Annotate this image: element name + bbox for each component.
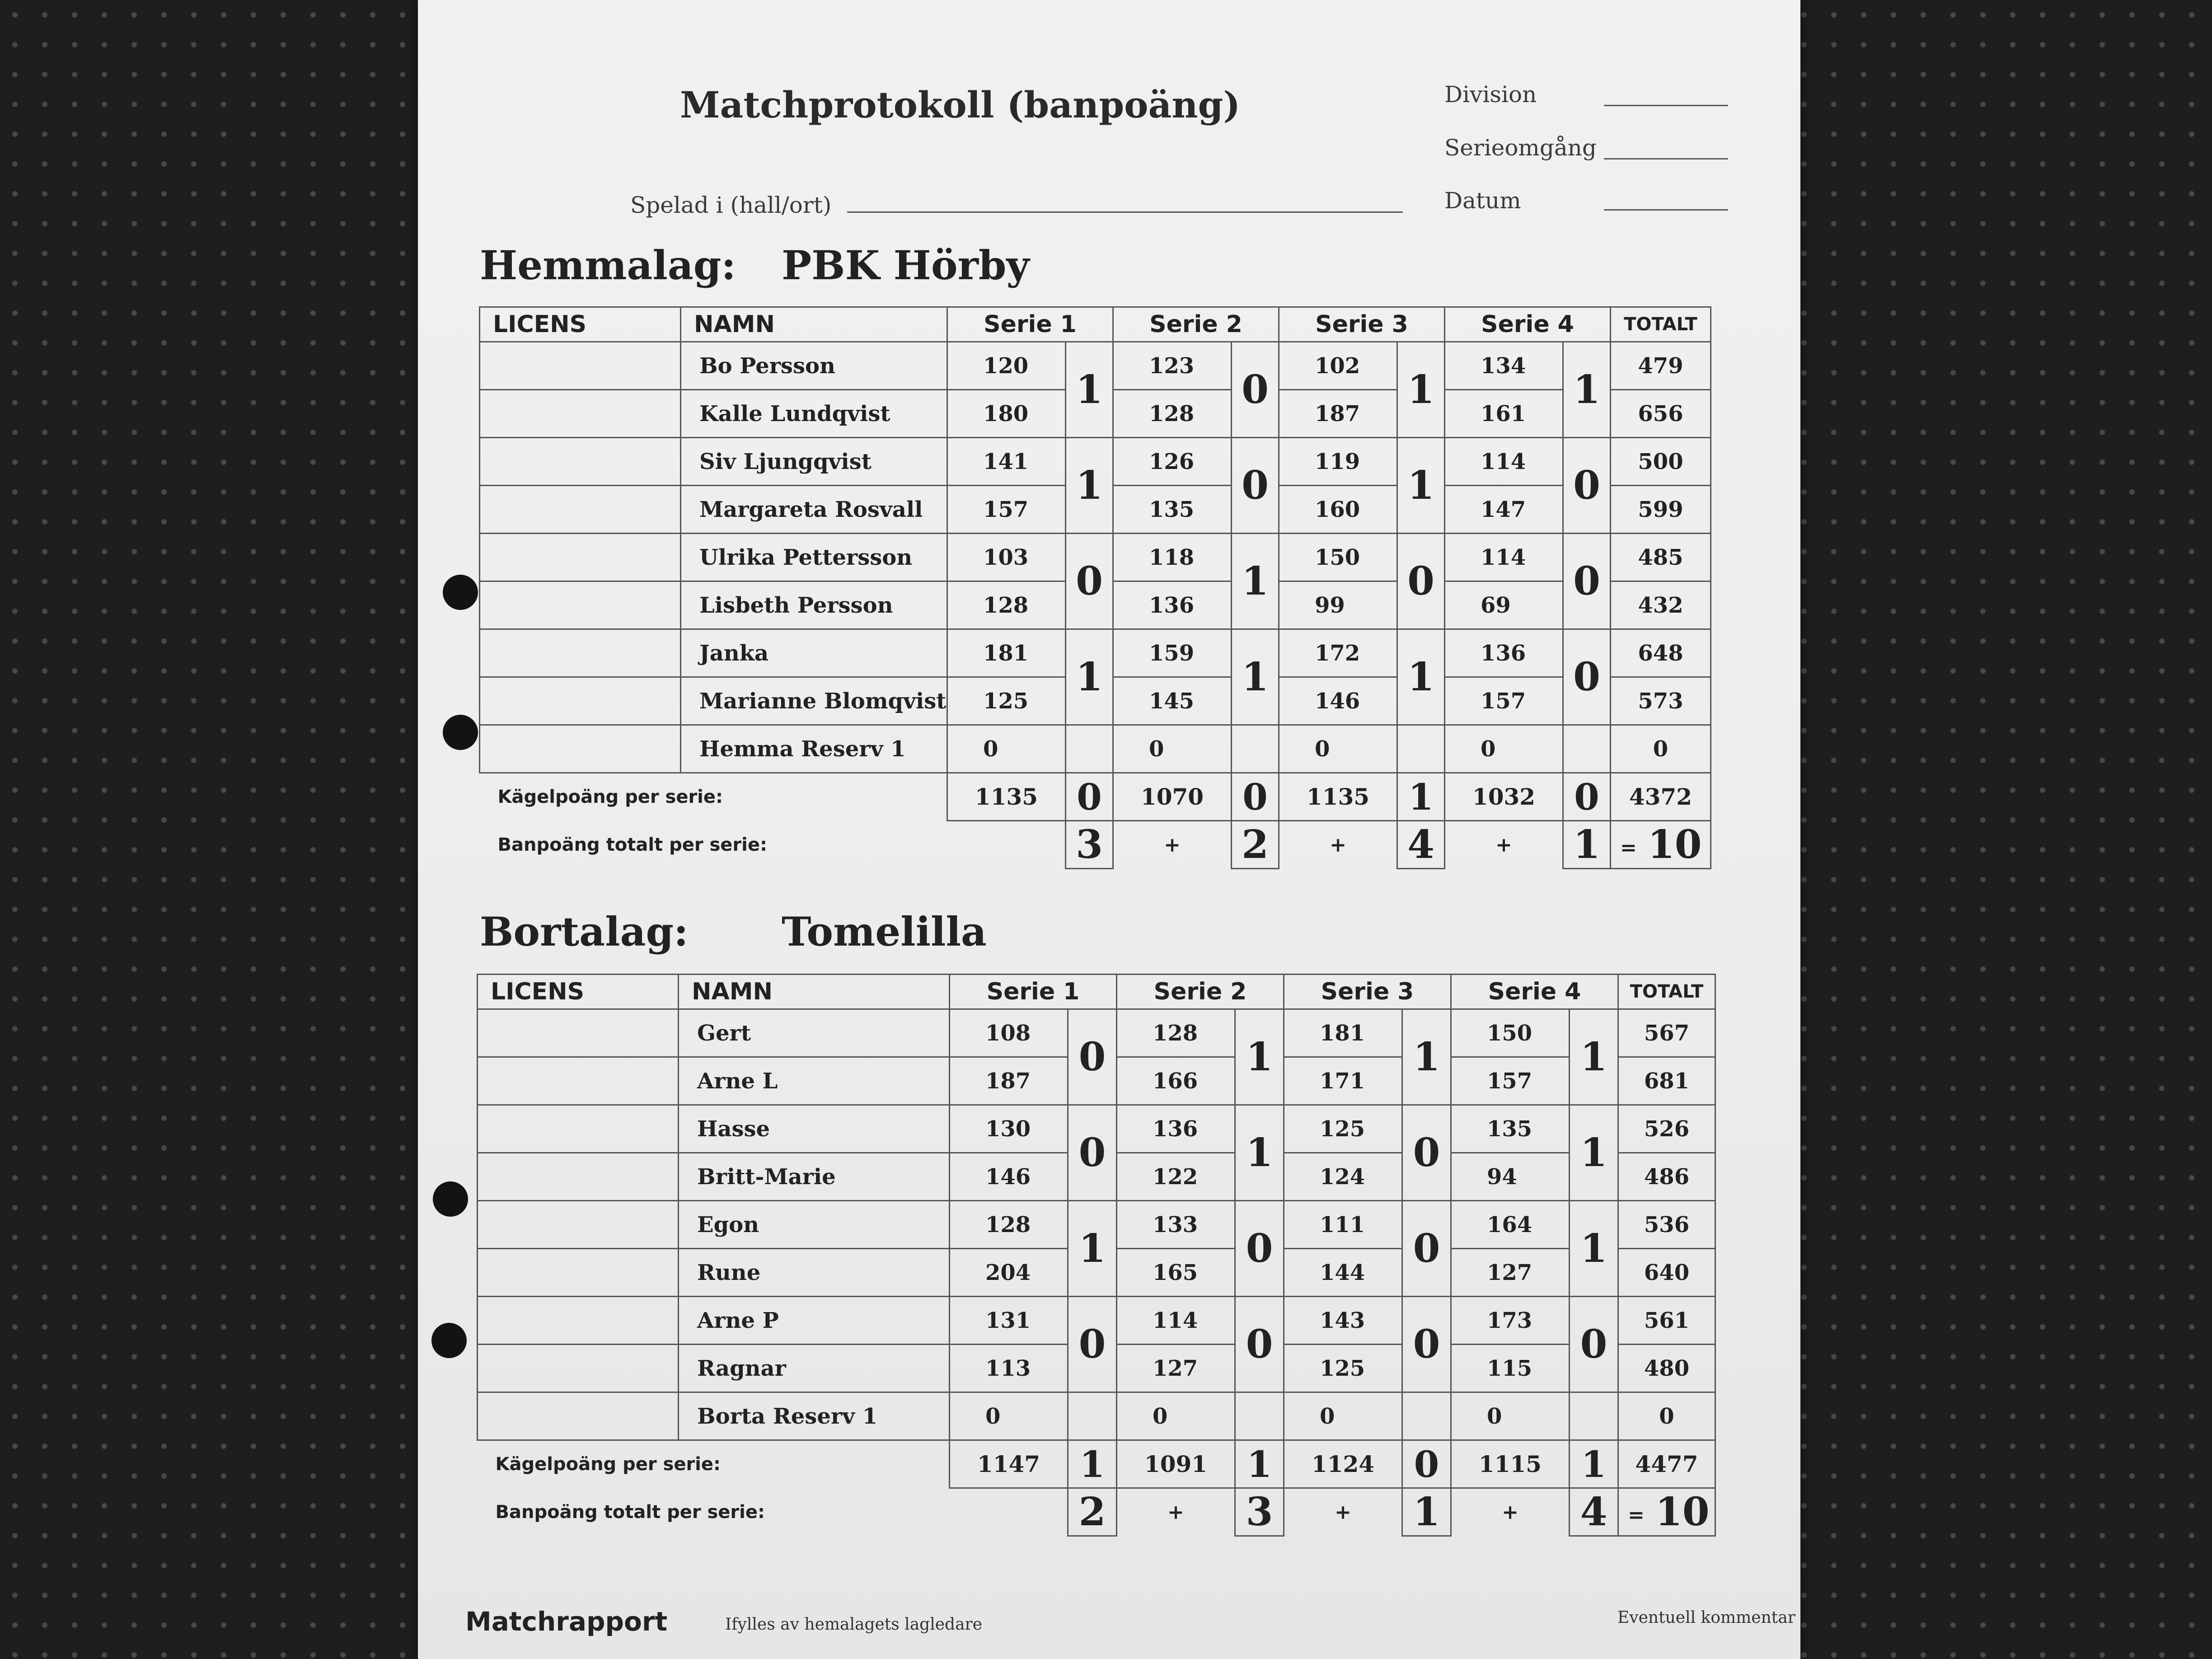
kagel-point: 0 xyxy=(1232,773,1279,821)
kagel-sum: 1070 xyxy=(1113,773,1232,821)
player-total: 485 xyxy=(1611,534,1711,581)
player-name: Egon xyxy=(679,1201,950,1249)
division-label: Division xyxy=(1444,81,1537,108)
kagel-point: 0 xyxy=(1066,773,1113,821)
series-score: 145 xyxy=(1113,677,1232,725)
plus-sign: + xyxy=(1335,1500,1351,1524)
player-total: 479 xyxy=(1611,342,1711,390)
ban-row xyxy=(480,821,1711,869)
player-total: 681 xyxy=(1618,1057,1715,1105)
punch-hole xyxy=(431,1323,467,1358)
series-score: 150 xyxy=(1451,1009,1570,1057)
series-score: 157 xyxy=(1445,677,1563,725)
player-total: 0 xyxy=(1618,1392,1715,1440)
series-score: 111 xyxy=(1284,1201,1402,1249)
kagel-row xyxy=(480,773,1711,821)
kagel-sum: 1115 xyxy=(1451,1440,1570,1488)
empty-cell xyxy=(1397,725,1445,773)
series-score: 0 xyxy=(1451,1392,1570,1440)
licens-cell[interactable] xyxy=(480,677,681,725)
away-team-label: Bortalag: xyxy=(480,908,689,955)
header-row xyxy=(478,975,1715,1009)
player-row xyxy=(480,725,1711,773)
ban-label: Banpoäng totalt per serie: xyxy=(495,1501,765,1523)
licens-cell[interactable] xyxy=(480,438,681,486)
pair-point: 1 xyxy=(1068,1201,1117,1297)
pair-point: 1 xyxy=(1397,342,1445,438)
pair-point: 0 xyxy=(1232,438,1279,534)
licens-cell[interactable] xyxy=(478,1105,679,1153)
licens-cell[interactable] xyxy=(480,629,681,677)
player-name: Hemma Reserv 1 xyxy=(681,725,947,773)
pair-point: 0 xyxy=(1397,534,1445,629)
blank-cell xyxy=(947,821,1066,869)
series-score: 125 xyxy=(947,677,1066,725)
player-row xyxy=(478,1201,1715,1249)
series-score: 136 xyxy=(1113,581,1232,629)
player-row xyxy=(480,438,1711,486)
serie1-header: Serie 1 xyxy=(950,975,1117,1009)
licens-header: LICENS xyxy=(478,975,679,1009)
pair-point: 1 xyxy=(1570,1105,1618,1201)
series-score: 187 xyxy=(950,1057,1068,1105)
pair-point: 0 xyxy=(1068,1105,1117,1201)
equals-sign: = xyxy=(1620,836,1637,859)
series-score: 0 xyxy=(1279,725,1397,773)
kagel-total: 4372 xyxy=(1611,773,1711,821)
licens-cell[interactable] xyxy=(480,390,681,438)
series-score: 147 xyxy=(1445,486,1563,534)
licens-cell[interactable] xyxy=(480,725,681,773)
player-total: 500 xyxy=(1611,438,1711,486)
player-row xyxy=(478,1392,1715,1440)
form-title: Matchprotokoll (banpoäng) xyxy=(680,84,1241,126)
series-score: 123 xyxy=(1113,342,1232,390)
pair-point: 0 xyxy=(1232,342,1279,438)
series-score: 159 xyxy=(1113,629,1232,677)
away-team-name: Tomelilla xyxy=(782,908,987,955)
licens-cell[interactable] xyxy=(480,342,681,390)
series-score: 99 xyxy=(1279,581,1397,629)
series-score: 181 xyxy=(1284,1009,1402,1057)
empty-cell xyxy=(1232,725,1279,773)
licens-cell[interactable] xyxy=(478,1153,679,1201)
licens-cell[interactable] xyxy=(478,1392,679,1440)
series-score: 127 xyxy=(1451,1249,1570,1297)
player-name: Siv Ljungqvist xyxy=(681,438,947,486)
name-header: NAMN xyxy=(681,307,947,342)
player-total: 480 xyxy=(1618,1345,1715,1392)
player-total: 536 xyxy=(1618,1201,1715,1249)
plus-sign: + xyxy=(1167,1500,1184,1524)
licens-cell[interactable] xyxy=(478,1057,679,1105)
player-name: Gert xyxy=(679,1009,950,1057)
series-score: 0 xyxy=(950,1392,1068,1440)
home-team-name: PBK Hörby xyxy=(782,242,1030,289)
kagel-sum: 1091 xyxy=(1117,1440,1235,1488)
empty-cell xyxy=(1563,725,1611,773)
empty-cell xyxy=(1402,1392,1451,1440)
series-score: 131 xyxy=(950,1297,1068,1345)
player-total: 0 xyxy=(1611,725,1711,773)
pair-point: 1 xyxy=(1397,629,1445,725)
series-score: 113 xyxy=(950,1345,1068,1392)
plus-sign: + xyxy=(1330,833,1346,857)
pair-point: 1 xyxy=(1402,1009,1451,1105)
player-total: 599 xyxy=(1611,486,1711,534)
filled-by-note: Ifylles av hemalagets lagledare xyxy=(725,1615,983,1634)
player-name: Lisbeth Persson xyxy=(681,581,947,629)
series-score: 135 xyxy=(1451,1105,1570,1153)
player-name: Janka xyxy=(681,629,947,677)
pair-point: 0 xyxy=(1402,1105,1451,1201)
round-line xyxy=(1604,158,1728,159)
pair-point: 0 xyxy=(1235,1297,1284,1392)
date-label: Datum xyxy=(1444,187,1521,214)
series-score: 127 xyxy=(1117,1345,1235,1392)
series-score: 122 xyxy=(1117,1153,1235,1201)
header-row xyxy=(480,307,1711,342)
kagel-point: 1 xyxy=(1068,1440,1117,1488)
ban-total-cell xyxy=(1618,1488,1715,1536)
empty-cell xyxy=(1235,1392,1284,1440)
series-score: 165 xyxy=(1117,1249,1235,1297)
player-row xyxy=(480,629,1711,677)
licens-cell[interactable] xyxy=(478,1297,679,1345)
series-score: 181 xyxy=(947,629,1066,677)
pair-point: 1 xyxy=(1235,1009,1284,1105)
pair-point: 0 xyxy=(1235,1201,1284,1297)
series-score: 134 xyxy=(1445,342,1563,390)
ban-point: 3 xyxy=(1066,821,1113,869)
serie4-header: Serie 4 xyxy=(1445,307,1611,342)
plus-sign: + xyxy=(1164,833,1181,857)
series-score: 135 xyxy=(1113,486,1232,534)
punch-hole xyxy=(443,575,478,610)
licens-cell[interactable] xyxy=(478,1249,679,1297)
player-total: 640 xyxy=(1618,1249,1715,1297)
played-label: Spelad i (hall/ort) xyxy=(630,192,832,218)
series-score: 187 xyxy=(1279,390,1397,438)
series-score: 133 xyxy=(1117,1201,1235,1249)
player-row xyxy=(480,342,1711,390)
empty-cell xyxy=(1068,1392,1117,1440)
pair-point: 1 xyxy=(1397,438,1445,534)
player-name: Marianne Blomqvist xyxy=(681,677,947,725)
played-line xyxy=(847,211,1403,213)
pair-point: 0 xyxy=(1068,1297,1117,1392)
ban-point: 3 xyxy=(1235,1488,1284,1536)
serie2-header: Serie 2 xyxy=(1113,307,1279,342)
kagel-point: 1 xyxy=(1235,1440,1284,1488)
kagel-sum: 1032 xyxy=(1445,773,1563,821)
ban-row xyxy=(478,1488,1715,1536)
series-score: 0 xyxy=(1445,725,1563,773)
ban-point: 1 xyxy=(1402,1488,1451,1536)
ban-point: 1 xyxy=(1563,821,1611,869)
home-score-table xyxy=(479,306,1711,869)
protocol-sheet xyxy=(418,0,1800,1659)
pair-point: 1 xyxy=(1232,534,1279,629)
series-score: 128 xyxy=(950,1201,1068,1249)
player-total: 432 xyxy=(1611,581,1711,629)
ban-total-cell xyxy=(1611,821,1711,869)
series-score: 143 xyxy=(1284,1297,1402,1345)
player-total: 656 xyxy=(1611,390,1711,438)
series-score: 173 xyxy=(1451,1297,1570,1345)
player-total: 486 xyxy=(1618,1153,1715,1201)
pair-point: 1 xyxy=(1570,1009,1618,1105)
plus-sign: + xyxy=(1495,833,1512,857)
matchrapport-label: Matchrapport xyxy=(465,1606,668,1637)
player-row xyxy=(478,1105,1715,1153)
series-score: 114 xyxy=(1445,438,1563,486)
home-team-label: Hemmalag: xyxy=(480,242,736,289)
series-score: 160 xyxy=(1279,486,1397,534)
pair-point: 1 xyxy=(1066,342,1113,438)
pair-point: 0 xyxy=(1563,438,1611,534)
series-score: 157 xyxy=(947,486,1066,534)
player-total: 561 xyxy=(1618,1297,1715,1345)
series-score: 166 xyxy=(1117,1057,1235,1105)
punch-hole xyxy=(443,715,478,750)
pair-point: 1 xyxy=(1570,1201,1618,1297)
player-name: Britt-Marie xyxy=(679,1153,950,1201)
series-score: 125 xyxy=(1284,1105,1402,1153)
away-score-table xyxy=(477,974,1716,1537)
series-score: 124 xyxy=(1284,1153,1402,1201)
player-row xyxy=(478,1009,1715,1057)
series-score: 0 xyxy=(947,725,1066,773)
blank-cell xyxy=(950,1488,1068,1536)
pair-point: 0 xyxy=(1563,534,1611,629)
licens-cell[interactable] xyxy=(478,1009,679,1057)
player-row xyxy=(480,534,1711,581)
player-total: 573 xyxy=(1611,677,1711,725)
kagel-sum: 1124 xyxy=(1284,1440,1402,1488)
player-total: 648 xyxy=(1611,629,1711,677)
ban-point: 4 xyxy=(1570,1488,1618,1536)
series-score: 120 xyxy=(947,342,1066,390)
series-score: 126 xyxy=(1113,438,1232,486)
serie3-header: Serie 3 xyxy=(1284,975,1451,1009)
equals-sign: = xyxy=(1628,1504,1645,1527)
kagel-label: Kägelpoäng per serie: xyxy=(497,787,723,808)
player-name: Ulrika Pettersson xyxy=(681,534,947,581)
series-score: 146 xyxy=(950,1153,1068,1201)
ban-total: 10 xyxy=(1655,1489,1710,1535)
empty-cell xyxy=(1570,1392,1618,1440)
licens-cell[interactable] xyxy=(480,581,681,629)
pair-point: 0 xyxy=(1570,1297,1618,1392)
licens-cell[interactable] xyxy=(478,1345,679,1392)
kagel-row xyxy=(478,1440,1715,1488)
series-score: 128 xyxy=(947,581,1066,629)
pair-point: 1 xyxy=(1563,342,1611,438)
player-name: Margareta Rosvall xyxy=(681,486,947,534)
series-score: 171 xyxy=(1284,1057,1402,1105)
pair-point: 1 xyxy=(1235,1105,1284,1201)
pair-point: 0 xyxy=(1563,629,1611,725)
series-score: 128 xyxy=(1113,390,1232,438)
total-header: TOTALT xyxy=(1618,975,1715,1009)
series-score: 114 xyxy=(1117,1297,1235,1345)
series-score: 172 xyxy=(1279,629,1397,677)
ban-total: 10 xyxy=(1647,822,1702,867)
ban-point: 4 xyxy=(1397,821,1445,869)
series-score: 130 xyxy=(950,1105,1068,1153)
serie4-header: Serie 4 xyxy=(1451,975,1618,1009)
kagel-point: 0 xyxy=(1402,1440,1451,1488)
total-header: TOTALT xyxy=(1611,307,1711,342)
name-header: NAMN xyxy=(679,975,950,1009)
serie2-header: Serie 2 xyxy=(1117,975,1284,1009)
kagel-sum: 1147 xyxy=(950,1440,1068,1488)
series-score: 164 xyxy=(1451,1201,1570,1249)
series-score: 0 xyxy=(1284,1392,1402,1440)
kagel-sum: 1135 xyxy=(947,773,1066,821)
series-score: 108 xyxy=(950,1009,1068,1057)
series-score: 0 xyxy=(1117,1392,1235,1440)
kagel-point: 1 xyxy=(1397,773,1445,821)
player-name: Bo Persson xyxy=(681,342,947,390)
series-score: 114 xyxy=(1445,534,1563,581)
series-score: 128 xyxy=(1117,1009,1235,1057)
series-score: 115 xyxy=(1451,1345,1570,1392)
ban-label: Banpoäng totalt per serie: xyxy=(497,834,767,855)
player-total: 526 xyxy=(1618,1105,1715,1153)
ban-point: 2 xyxy=(1068,1488,1117,1536)
kagel-point: 0 xyxy=(1563,773,1611,821)
player-name: Arne P xyxy=(679,1297,950,1345)
series-score: 204 xyxy=(950,1249,1068,1297)
player-name: Borta Reserv 1 xyxy=(679,1392,950,1440)
series-score: 157 xyxy=(1451,1057,1570,1105)
comment-label: Eventuell kommentar xyxy=(1617,1608,1795,1627)
pair-point: 0 xyxy=(1402,1201,1451,1297)
series-score: 146 xyxy=(1279,677,1397,725)
kagel-label: Kägelpoäng per serie: xyxy=(495,1454,721,1475)
series-score: 103 xyxy=(947,534,1066,581)
round-label: Serieomgång xyxy=(1444,135,1597,161)
pair-point: 1 xyxy=(1232,629,1279,725)
licens-cell[interactable] xyxy=(480,486,681,534)
division-line xyxy=(1604,105,1728,106)
series-score: 150 xyxy=(1279,534,1397,581)
licens-cell[interactable] xyxy=(480,534,681,581)
serie1-header: Serie 1 xyxy=(947,307,1113,342)
series-score: 69 xyxy=(1445,581,1563,629)
player-row xyxy=(478,1297,1715,1345)
empty-cell xyxy=(1066,725,1113,773)
plus-sign: + xyxy=(1502,1500,1518,1524)
pair-point: 1 xyxy=(1066,438,1113,534)
date-line xyxy=(1604,209,1728,211)
player-name: Hasse xyxy=(679,1105,950,1153)
pair-point: 0 xyxy=(1402,1297,1451,1392)
kagel-point: 1 xyxy=(1570,1440,1618,1488)
series-score: 136 xyxy=(1117,1105,1235,1153)
ban-point: 2 xyxy=(1232,821,1279,869)
player-name: Kalle Lundqvist xyxy=(681,390,947,438)
serie3-header: Serie 3 xyxy=(1279,307,1445,342)
punch-hole xyxy=(433,1181,468,1217)
series-score: 102 xyxy=(1279,342,1397,390)
kagel-total: 4477 xyxy=(1618,1440,1715,1488)
series-score: 144 xyxy=(1284,1249,1402,1297)
series-score: 125 xyxy=(1284,1345,1402,1392)
licens-cell[interactable] xyxy=(478,1201,679,1249)
series-score: 119 xyxy=(1279,438,1397,486)
pair-point: 0 xyxy=(1066,534,1113,629)
series-score: 180 xyxy=(947,390,1066,438)
series-score: 136 xyxy=(1445,629,1563,677)
player-name: Arne L xyxy=(679,1057,950,1105)
kagel-sum: 1135 xyxy=(1279,773,1397,821)
player-total: 567 xyxy=(1618,1009,1715,1057)
pair-point: 1 xyxy=(1066,629,1113,725)
pair-point: 0 xyxy=(1068,1009,1117,1105)
series-score: 141 xyxy=(947,438,1066,486)
series-score: 0 xyxy=(1113,725,1232,773)
series-score: 94 xyxy=(1451,1153,1570,1201)
player-name: Ragnar xyxy=(679,1345,950,1392)
series-score: 118 xyxy=(1113,534,1232,581)
player-name: Rune xyxy=(679,1249,950,1297)
licens-header: LICENS xyxy=(480,307,681,342)
series-score: 161 xyxy=(1445,390,1563,438)
